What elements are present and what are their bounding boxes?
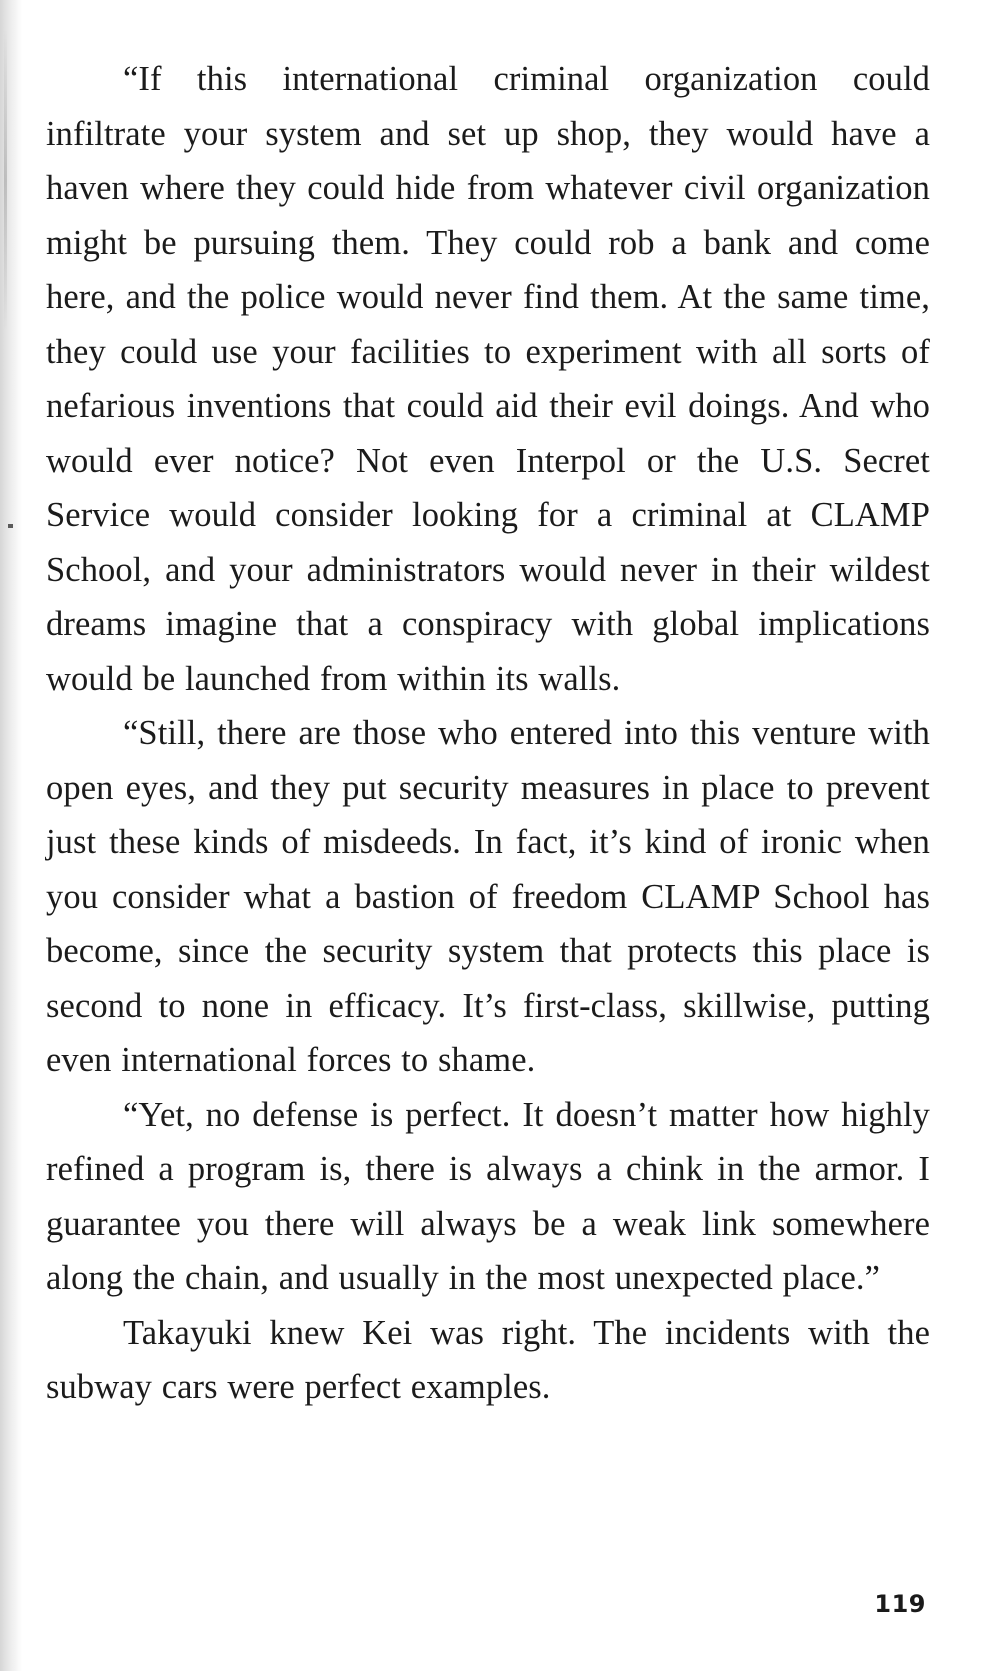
book-page-body (46, 52, 930, 1415)
page-edge-mark (4, 30, 7, 330)
paragraph: Takayuki knew Kei was right. The incidents with the subway cars were perfect examples. (46, 1313, 930, 1406)
paragraph: “If this international criminal organization could infiltrate your system and set up shop, they would have a haven where they could hide from whatever civil organization might be pursuing them. They could rob a bank and come here, and the police would never find them. At the same time, they could use your facilities to experiment with all sorts of nefarious inventions that could aid their evil doings. And who would ever notice? Not even Interpol or the U.S. Secret Service would consider looking for a criminal at CLAMP School, and your administrators would never in their wildest dreams imagine that a conspiracy with global implications would be launched from within its walls. (46, 60, 930, 698)
page-number: 119 (874, 1590, 926, 1618)
paragraph: “Yet, no defense is perfect. It doesn’t matter how highly refined a program is, there is always a chink in the armor. I guarantee you there will always be a weak link somewhere along the chain, and usually in the most unexpected place.” (46, 1095, 930, 1297)
paragraph: “Still, there are those who entered into this venture with open eyes, and they put security measures in place to prevent just these kinds of misdeeds. In fact, it’s kind of ironic when you consider what a bastion of freedom CLAMP School has become, since the security system that protects this place is second to none in efficacy. It’s first-class, skillwise, putting even international forces to shame. (46, 714, 930, 1079)
margin-mark (8, 524, 13, 528)
